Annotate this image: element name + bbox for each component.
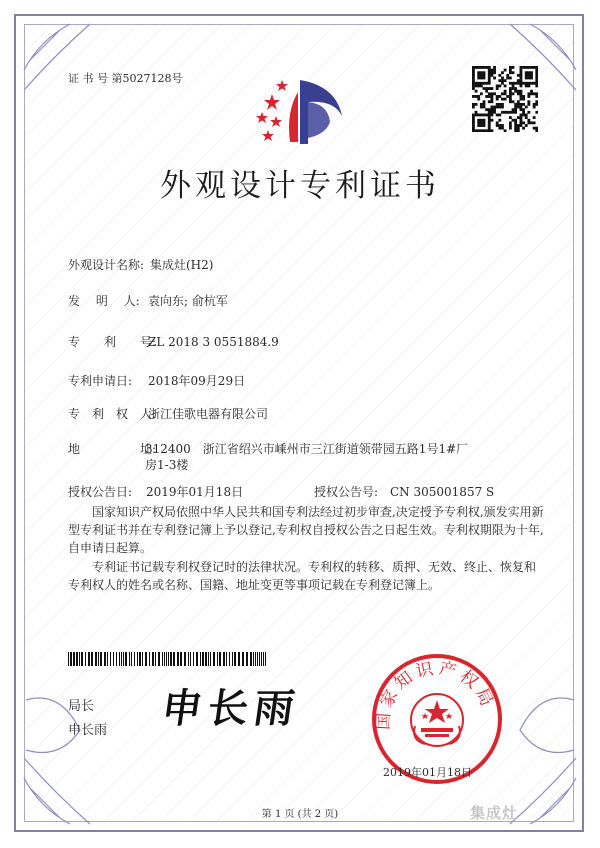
address-value-line1: 312400 浙江省绍兴市嵊州市三江街道领带园五路1号1#厂 — [145, 442, 469, 456]
watermark-text: 集成灶 — [470, 804, 519, 822]
grant-date-label: 授权公告日: — [68, 485, 133, 499]
certificate-number: 证 书 号 第5027128号 — [68, 72, 183, 85]
address-label: 地 址: — [68, 442, 157, 456]
patent-number-label: 专 利 号: — [68, 335, 157, 349]
page-number: 第 1 页 (共 2 页) — [261, 809, 339, 820]
patent-office-logo-icon — [256, 72, 346, 156]
certificate-title: 外观设计专利证书 — [160, 168, 440, 204]
certificate-body-text — [68, 503, 544, 595]
handwritten-signature: 申长雨 — [158, 685, 304, 732]
seal-date: 2019年01月18日 — [383, 766, 472, 779]
body-paragraph-1: 国家知识产权局依照中华人民共和国专利法经过初步审查,决定授予专利权,颁发实用新型专利证书并在专利登记簿上予以登记,专利权自授权公告之日起生效。专利权期限为十年,自申请日起算。 — [68, 505, 544, 555]
grant-number-value: CN 305001857 S — [390, 485, 495, 499]
patentee-value: 浙江佳歌电器有限公司 — [148, 407, 269, 421]
grant-number-label: 授权公告号: — [314, 485, 379, 499]
application-date-label: 专利申请日: — [68, 374, 133, 388]
patent-number-value: ZL 2018 3 0551884.9 — [148, 335, 279, 349]
qr-code-icon — [472, 66, 538, 132]
address-value-line2: 房1-3楼 — [145, 458, 189, 472]
barcode-icon — [68, 652, 268, 666]
svg-text:国家知识产权局: 国家知识产权局 — [373, 658, 499, 731]
application-date-value: 2018年09月29日 — [148, 374, 246, 388]
patentee-label: 专 利 权 人: — [68, 407, 157, 421]
design-name-value: 集成灶(H2) — [150, 258, 214, 272]
signature-name: 申长雨 — [68, 723, 108, 738]
grant-date-value: 2019年01月18日 — [146, 485, 244, 499]
signature-title: 局长 — [68, 699, 95, 714]
body-paragraph-2: 专利证书记载专利权登记时的法律状况。专利权的转移、质押、无效、终止、恢复和专利权人的姓名或名称、国籍、地址变更等事项记载在专利登记簿上。 — [68, 560, 537, 592]
design-name-label: 外观设计名称: — [68, 258, 145, 272]
inventor-value: 袁向东; 俞杭军 — [148, 294, 228, 308]
inventor-label: 发 明 人: — [68, 294, 140, 308]
